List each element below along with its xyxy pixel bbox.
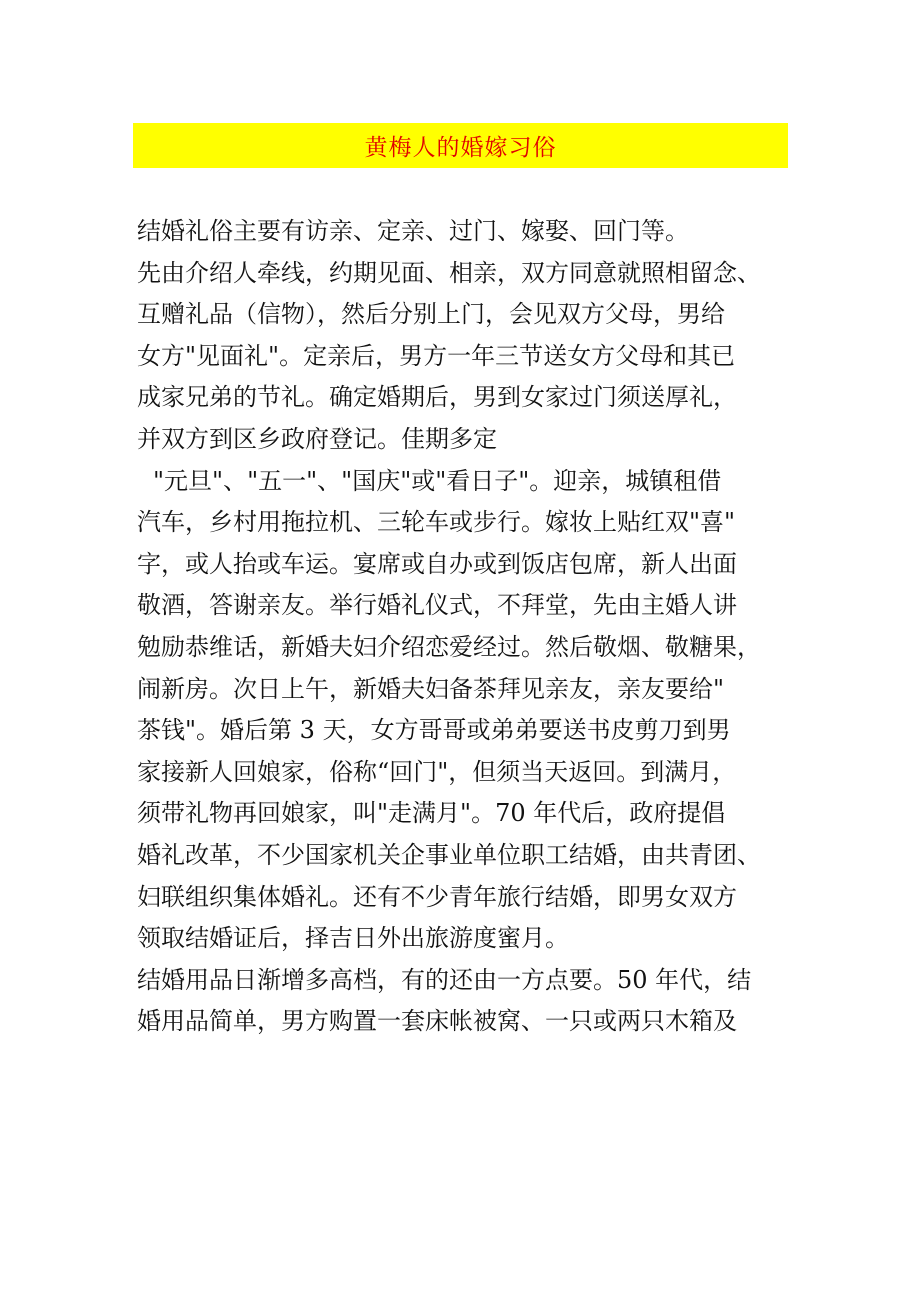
paragraph-line: 须带礼物再回娘家，叫"走满月"。70 年代后，政府提倡: [137, 799, 726, 828]
document-body: [137, 211, 797, 1043]
paragraph-line: 敬酒，答谢亲友。举行婚礼仪式，不拜堂，先由主婚人讲: [137, 591, 737, 620]
paragraph-line: 妇联组织集体婚礼。还有不少青年旅行结婚，即男女双方: [137, 882, 737, 911]
paragraph-line: "元旦"、"五一"、"国庆"或"看日子"。迎亲，城镇租借: [153, 466, 722, 495]
paragraph-line: 勉励恭维话，新婚夫妇介绍恋爱经过。然后敬烟、敬糖果，: [137, 632, 761, 661]
paragraph-line: 成家兄弟的节礼。确定婚期后，男到女家过门须送厚礼，: [137, 383, 737, 412]
paragraph-line: 结婚用品日渐增多高档，有的还由一方点要。50 年代，结: [137, 965, 752, 994]
paragraph-line: 婚礼改革，不少国家机关企事业单位职工结婚，由共青团、: [137, 840, 761, 869]
document-title: 黄梅人的婚嫁习俗: [364, 135, 557, 161]
paragraph-line: 汽车，乡村用拖拉机、三轮车或步行。嫁妆上贴红双"喜": [137, 508, 736, 537]
paragraph-line: 闹新房。次日上午，新婚夫妇备茶拜见亲友，亲友要给": [137, 674, 725, 703]
paragraph-line: 先由介绍人牵线，约期见面、相亲，双方同意就照相留念、: [137, 258, 761, 287]
paragraph-line: 并双方到区乡政府登记。佳期多定: [137, 424, 497, 453]
paragraph-line: 家接新人回娘家，俗称“回门"，但须当天返回。到满月，: [137, 757, 737, 786]
paragraph-line: 互赠礼品（信物），然后分别上门，会见双方父母，男给: [137, 300, 725, 329]
title-banner: [133, 123, 788, 168]
paragraph-line: 领取结婚证后，择吉日外出旅游度蜜月。: [137, 924, 569, 953]
paragraph-line: 茶钱"。婚后第 3 天，女方哥哥或弟弟要送书皮剪刀到男: [137, 716, 731, 745]
paragraph-line: 婚用品简单，男方购置一套床帐被窝、一只或两只木箱及: [137, 1007, 737, 1036]
paragraph-line: 结婚礼俗主要有访亲、定亲、过门、嫁娶、回门等。: [137, 217, 689, 245]
paragraph-line: 字，或人抬或车运。宴席或自办或到饭店包席，新人出面: [137, 549, 737, 578]
paragraph-line: 女方"见面礼"。定亲后，男方一年三节送女方父母和其已: [137, 341, 736, 370]
